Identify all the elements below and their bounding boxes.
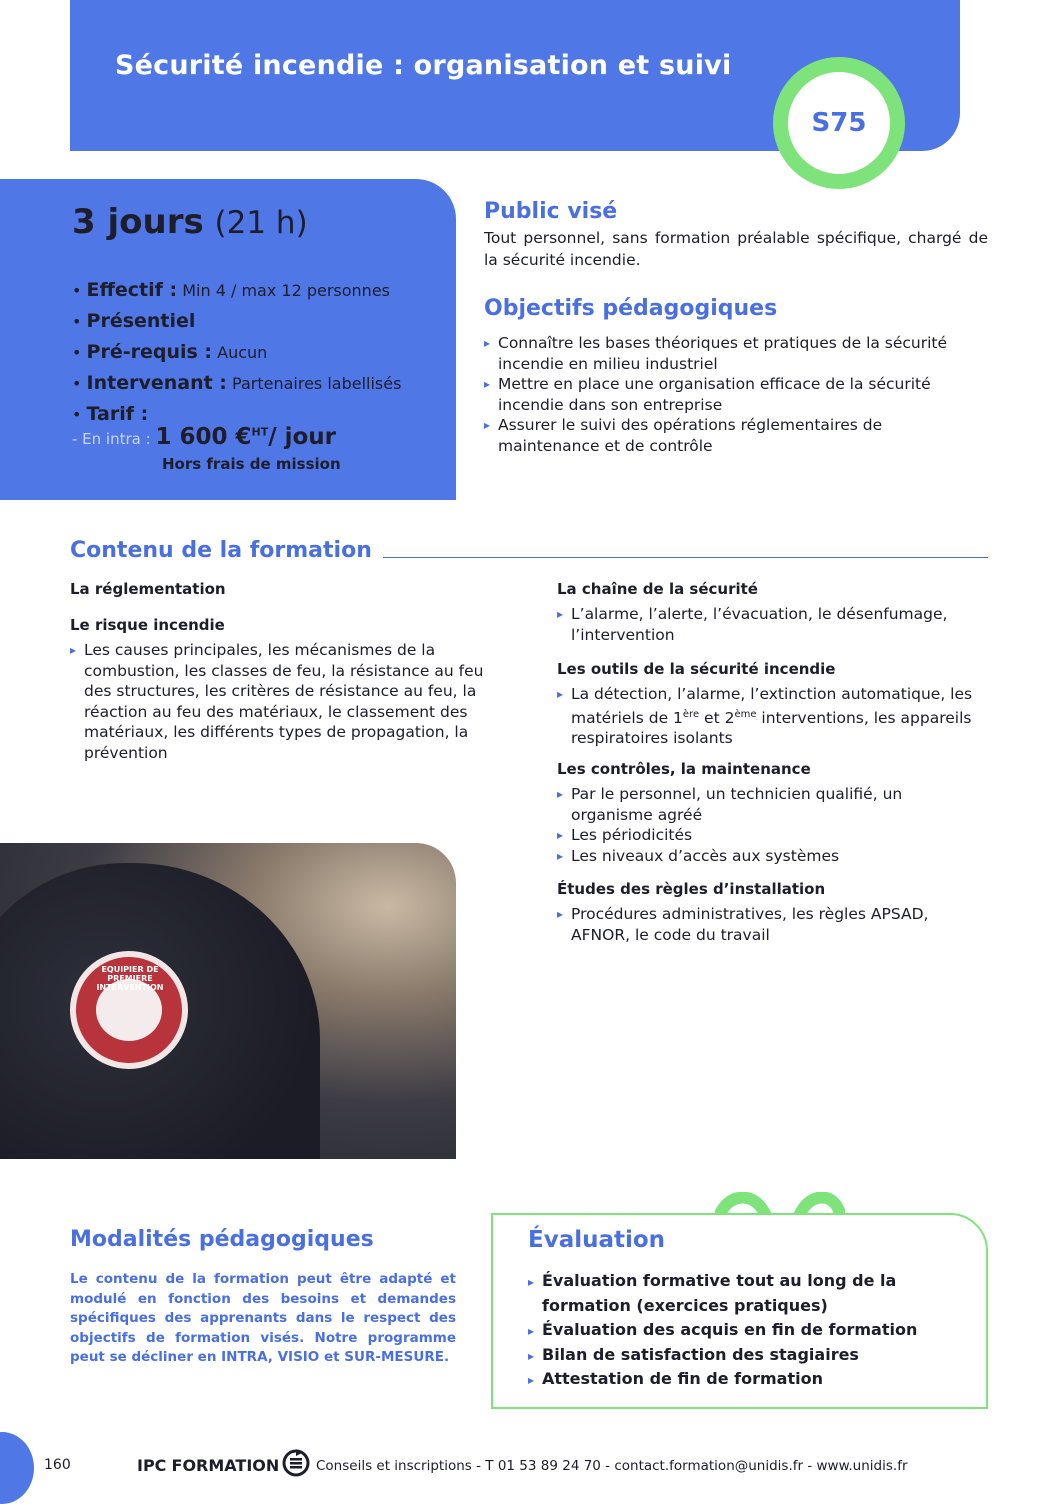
info-list [72, 276, 401, 431]
page-title: Sécurité incendie : organisation et suivi [115, 50, 732, 81]
price-line: - En intra : 1 600 €$^{HT}$/ jour [72, 424, 337, 450]
course-code: S75 [811, 108, 867, 138]
brand-logo: IPC FORMATION [137, 1456, 280, 1475]
list-item: ▸ La détection, l’alarme, l’extinction automatique, les matériels de 1ère et 2ème interventions, les appareils respiratoires isolants [557, 684, 982, 749]
list-item: ▸ Évaluation des acquis en fin de formation [528, 1318, 968, 1343]
modalites-title: Modalités pédagogiques [70, 1227, 374, 1252]
duration [72, 202, 308, 242]
duration-hours: (21 h) [214, 205, 308, 241]
chaine-title: La chaîne de la sécurité [557, 580, 758, 598]
duration-days: 3 jours [72, 202, 204, 242]
outils-title: Les outils de la sécurité incendie [557, 660, 836, 678]
evaluation-title: Évaluation [528, 1227, 666, 1253]
course-code-badge [773, 57, 905, 189]
list-item: ▸ Les périodicités [557, 825, 957, 846]
etudes-title: Études des règles d’installation [557, 880, 826, 898]
objectifs-list [484, 333, 984, 456]
refresh-logo-icon [280, 1447, 312, 1479]
list-item: ▸ Connaître les bases théoriques et pratiques de la sécurité incendie en milieu industriel [484, 333, 984, 374]
patch-text: EQUIPIER DE PREMIERE INTERVENTION [96, 965, 164, 992]
section-divider [383, 557, 988, 558]
risque-title: Le risque incendie [70, 616, 225, 634]
info-item: • Tarif : [72, 403, 149, 425]
list-item: ▸ Mettre en place une organisation efficace de la sécurité incendie dans son entreprise [484, 374, 984, 415]
photo-fire-team-patch [0, 843, 456, 1159]
list-item: ▸ Les niveaux d’accès aux systèmes [557, 846, 957, 867]
info-item: • Pré-requis : Aucun [72, 341, 268, 363]
list-item: ▸ Bilan de satisfaction des stagiaires [528, 1343, 968, 1368]
reglementation-title: La réglementation [70, 580, 226, 598]
risque-list [70, 640, 506, 763]
info-item: • Présentiel [72, 310, 196, 332]
etudes-list [557, 904, 967, 945]
price: 1 600 €$^{HT}$/ jour [155, 424, 337, 450]
info-item: • Intervenant : Partenaires labellisés [72, 372, 402, 394]
price-note: Hors frais de mission [162, 455, 341, 473]
list-item: ▸ L’alarme, l’alerte, l’évacuation, le désenfumage, l’intervention [557, 604, 977, 645]
public-text: Tout personnel, sans formation préalable spécifique, chargé de la sécurité incendie. [484, 229, 988, 269]
footer-contact: Conseils et inscriptions - T 01 53 89 24 70 - contact.formation@unidis.fr - www.unidis.fr [316, 1458, 908, 1474]
controles-title: Les contrôles, la maintenance [557, 760, 811, 778]
list-item: ▸ Attestation de fin de formation [528, 1367, 968, 1392]
list-item: ▸ Évaluation formative tout au long de la formation (exercices pratiques) [528, 1269, 968, 1318]
info-item: • Effectif : Min 4 / max 12 personnes [72, 279, 390, 301]
list-item: ▸ Les causes principales, les mécanismes de la combustion, les classes de feu, la résistance au feu des structures, les critères de résistance au feu, la réaction au feu des matériaux, le classement des matériaux, les différents types de propagation, la prévention [70, 640, 506, 763]
objectifs-title: Objectifs pédagogiques [484, 296, 778, 321]
page-number: 160 [44, 1457, 71, 1473]
page-tab [0, 1432, 34, 1504]
public-title: Public visé [484, 199, 618, 224]
chaine-list [557, 604, 977, 645]
evaluation-list [528, 1269, 968, 1392]
list-item: ▸ Procédures administratives, les règles APSAD, AFNOR, le code du travail [557, 904, 967, 945]
list-item: ▸ Par le personnel, un technicien qualifié, un organisme agréé [557, 784, 957, 825]
outils-list [557, 684, 982, 749]
patch-badge [70, 951, 188, 1069]
controles-list [557, 784, 957, 866]
list-item: ▸ Assurer le suivi des opérations réglementaires de maintenance et de contrôle [484, 415, 984, 456]
modalites-text: Le contenu de la formation peut être adapté et modulé en fonction des besoins et demandes spécifiques des apprenants dans le respect des objectifs de formation visés. Notre programme peut se décliner en INTRA, VISIO et SUR-MESURE. [70, 1271, 456, 1365]
contenu-title: Contenu de la formation [70, 538, 372, 563]
